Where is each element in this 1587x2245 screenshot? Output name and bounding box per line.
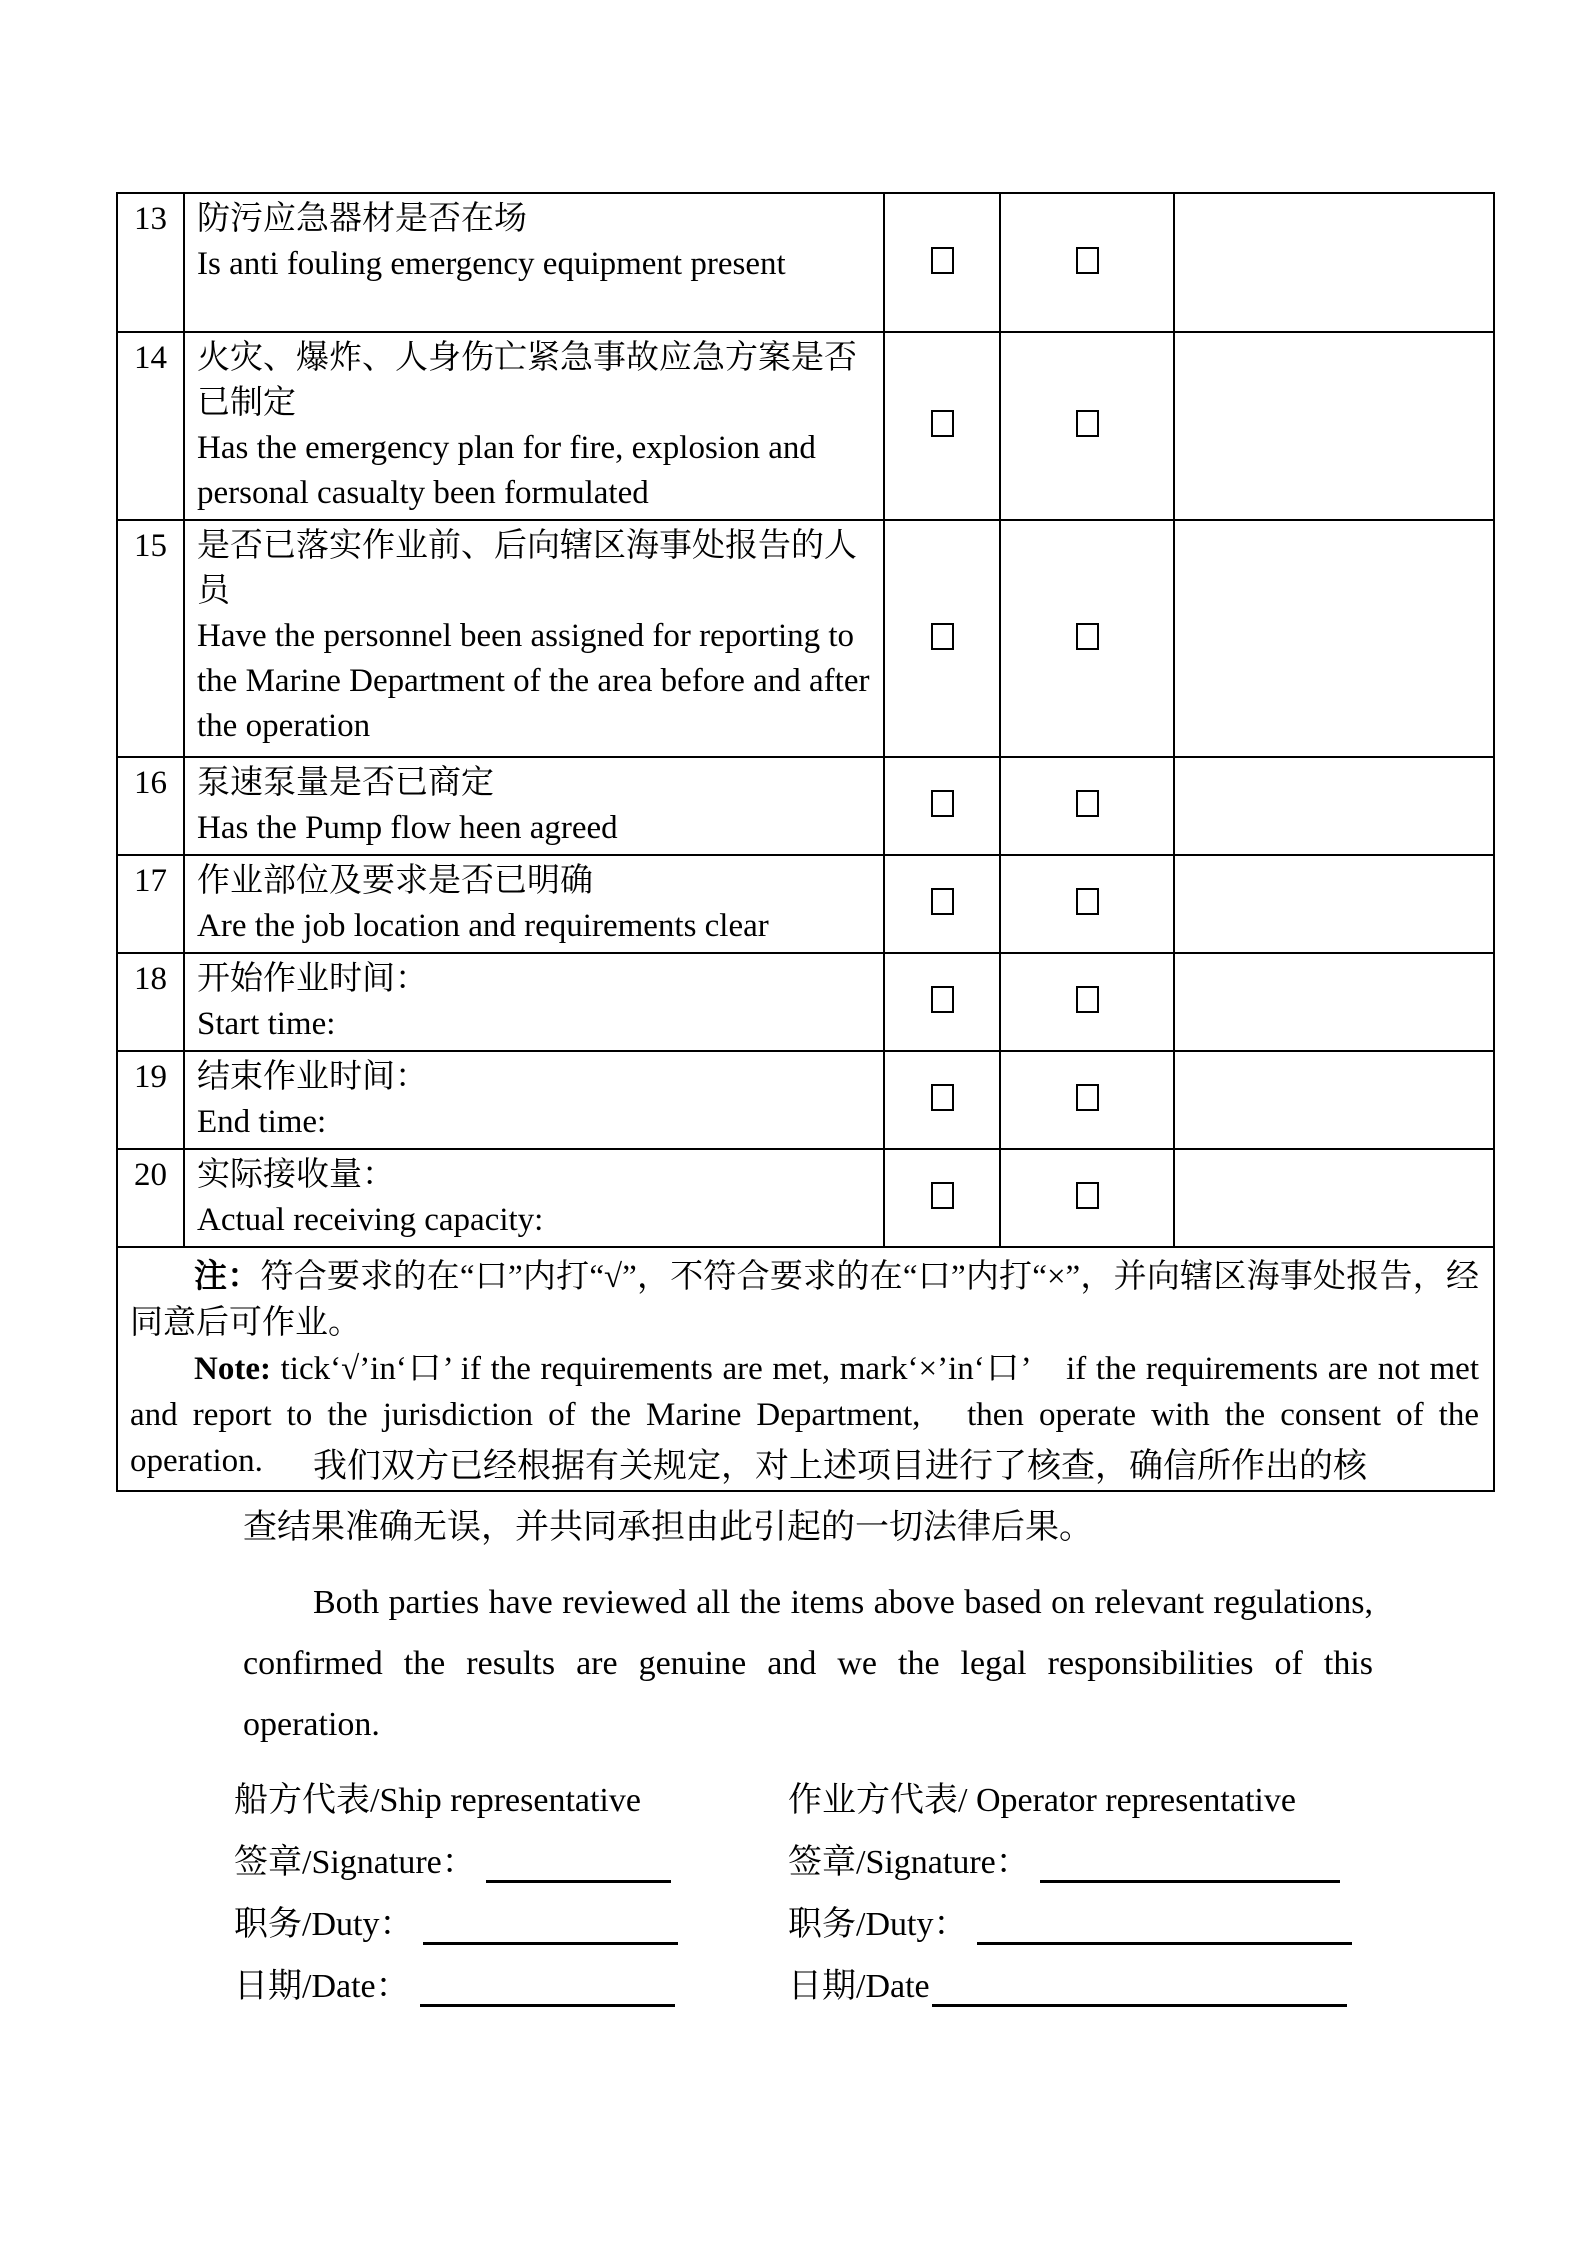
checkbox-cell-2 [1000, 193, 1174, 332]
checkbox-cell-1 [884, 953, 1000, 1051]
operator-representative-title: 作业方代表/ Operator representative [788, 1782, 1296, 1819]
question-cell [184, 520, 884, 757]
remark-cell [1174, 520, 1494, 757]
question-cell [184, 1051, 884, 1149]
checkbox-col2[interactable] [1076, 986, 1099, 1013]
table-row [117, 1149, 1494, 1247]
checkbox-cell-2 [1000, 1149, 1174, 1247]
question-text-zh: 防污应急器材是否在场 [197, 201, 527, 237]
question-text-en: Have the personnel been assigned for reporting to the Marine Department of the area before and after the operation [197, 618, 870, 744]
checkbox-cell-2 [1000, 953, 1174, 1051]
question-text-en: End time: [197, 1104, 327, 1140]
declaration-section [243, 1436, 1373, 1755]
operator-duty-field[interactable] [977, 1912, 1352, 1945]
note-en-text: tick‘√’in‘口’ if the requirements are met, mark‘×’in‘口’ if the requirements are not met and report to the jurisdiction of the Marine Department, then operate with the consent of the operation. [130, 1351, 1479, 1479]
checkbox-col2[interactable] [1076, 888, 1099, 915]
ship-duty-label: 职务/Duty： [234, 1906, 414, 1943]
question-text-zh: 泵速泵量是否已商定 [197, 765, 494, 801]
operator-signature-label: 签章/Signature： [788, 1844, 1030, 1881]
remark-cell [1174, 757, 1494, 855]
operator-signature-field[interactable] [1040, 1850, 1340, 1883]
question-text-en: Start time: [197, 1006, 336, 1042]
question-cell [184, 757, 884, 855]
checkbox-col1[interactable] [931, 623, 954, 650]
question-text-zh: 作业部位及要求是否已明确 [197, 863, 593, 899]
ship-representative-title: 船方代表/Ship representative [234, 1782, 641, 1819]
question-text-en: Actual receiving capacity: [197, 1202, 544, 1238]
ship-signature-label: 签章/Signature： [234, 1844, 476, 1881]
question-text-en: Has the Pump flow heen agreed [197, 810, 618, 846]
remark-cell [1174, 1149, 1494, 1247]
row-number: 14 [117, 332, 184, 520]
table-row [117, 855, 1494, 953]
remark-cell [1174, 953, 1494, 1051]
checkbox-col1[interactable] [931, 410, 954, 437]
ship-date-field[interactable] [420, 1974, 675, 2007]
operator-signature-block [788, 1770, 1352, 2018]
remark-cell [1174, 855, 1494, 953]
row-number: 17 [117, 855, 184, 953]
table-row [117, 332, 1494, 520]
question-text-zh: 实际接收量： [197, 1157, 395, 1193]
row-number: 13 [117, 193, 184, 332]
checkbox-cell-2 [1000, 520, 1174, 757]
row-number: 15 [117, 520, 184, 757]
checkbox-col2[interactable] [1076, 1084, 1099, 1111]
note-zh-text: 符合要求的在“口”内打“√”，不符合要求的在“口”内打“×”，并向辖区海事处报告，经同意后可作业。 [130, 1259, 1479, 1341]
question-text-zh: 开始作业时间： [197, 961, 428, 997]
ship-date-row [234, 1956, 678, 2018]
question-cell [184, 953, 884, 1051]
checkbox-cell-1 [884, 193, 1000, 332]
ship-signature-block [234, 1770, 678, 2018]
checkbox-cell-2 [1000, 1051, 1174, 1149]
question-text-zh: 结束作业时间： [197, 1059, 428, 1095]
checkbox-cell-2 [1000, 855, 1174, 953]
row-number: 16 [117, 757, 184, 855]
checkbox-col2[interactable] [1076, 247, 1099, 274]
declaration-zh: 我们双方已经根据有关规定，对上述项目进行了核查，确信所作出的核查结果准确无误，并共同承担由此引起的一切法律后果。 [243, 1448, 1367, 1546]
question-text-en: Is anti fouling emergency equipment present [197, 246, 786, 282]
question-text-zh: 是否已落实作业前、后向辖区海事处报告的人员 [197, 528, 857, 609]
table-row [117, 1051, 1494, 1149]
ship-signature-field[interactable] [486, 1850, 671, 1883]
question-cell [184, 855, 884, 953]
checkbox-cell-1 [884, 1149, 1000, 1247]
operator-date-row [788, 1956, 1352, 2018]
operator-signature-row [788, 1832, 1352, 1894]
checkbox-col2[interactable] [1076, 623, 1099, 650]
remark-cell [1174, 332, 1494, 520]
checkbox-col1[interactable] [931, 247, 954, 274]
checkbox-col1[interactable] [931, 790, 954, 817]
note-zh-label: 注： [194, 1259, 261, 1295]
question-cell [184, 332, 884, 520]
row-number: 18 [117, 953, 184, 1051]
question-cell [184, 1149, 884, 1247]
operator-duty-label: 职务/Duty： [788, 1906, 968, 1943]
ship-date-label: 日期/Date： [234, 1968, 410, 2005]
ship-signature-row [234, 1832, 678, 1894]
operator-duty-row [788, 1894, 1352, 1956]
checkbox-col1[interactable] [931, 1182, 954, 1209]
operator-date-field[interactable] [932, 1974, 1347, 2007]
checkbox-cell-1 [884, 332, 1000, 520]
checkbox-col2[interactable] [1076, 410, 1099, 437]
checkbox-cell-2 [1000, 332, 1174, 520]
remark-cell [1174, 193, 1494, 332]
question-text-zh: 火灾、爆炸、人身伤亡紧急事故应急方案是否已制定 [197, 340, 857, 421]
checkbox-col2[interactable] [1076, 790, 1099, 817]
row-number: 20 [117, 1149, 184, 1247]
note-en-label: Note: [194, 1351, 271, 1387]
declaration-en: Both parties have reviewed all the items above based on relevant regulations, confirmed the results are genuine and we the legal responsibilities of this operation. [243, 1584, 1373, 1743]
row-number: 19 [117, 1051, 184, 1149]
checkbox-cell-2 [1000, 757, 1174, 855]
remark-cell [1174, 1051, 1494, 1149]
ship-duty-row [234, 1894, 678, 1956]
table-row [117, 193, 1494, 332]
operator-date-label: 日期/Date [788, 1968, 930, 2005]
question-cell [184, 193, 884, 332]
checkbox-cell-1 [884, 757, 1000, 855]
question-text-en: Has the emergency plan for fire, explosion and personal casualty been formulated [197, 430, 816, 511]
ship-duty-field[interactable] [423, 1912, 678, 1945]
table-row [117, 757, 1494, 855]
question-text-en: Are the job location and requirements clear [197, 908, 769, 944]
checklist-table [116, 192, 1495, 1492]
checkbox-col1[interactable] [931, 1084, 954, 1111]
table-row [117, 953, 1494, 1051]
note-zh [130, 1254, 1479, 1346]
checkbox-cell-1 [884, 1051, 1000, 1149]
table-row [117, 520, 1494, 757]
checkbox-col2[interactable] [1076, 1182, 1099, 1209]
checkbox-cell-1 [884, 855, 1000, 953]
checkbox-col1[interactable] [931, 986, 954, 1013]
checkbox-col1[interactable] [931, 888, 954, 915]
checkbox-cell-1 [884, 520, 1000, 757]
